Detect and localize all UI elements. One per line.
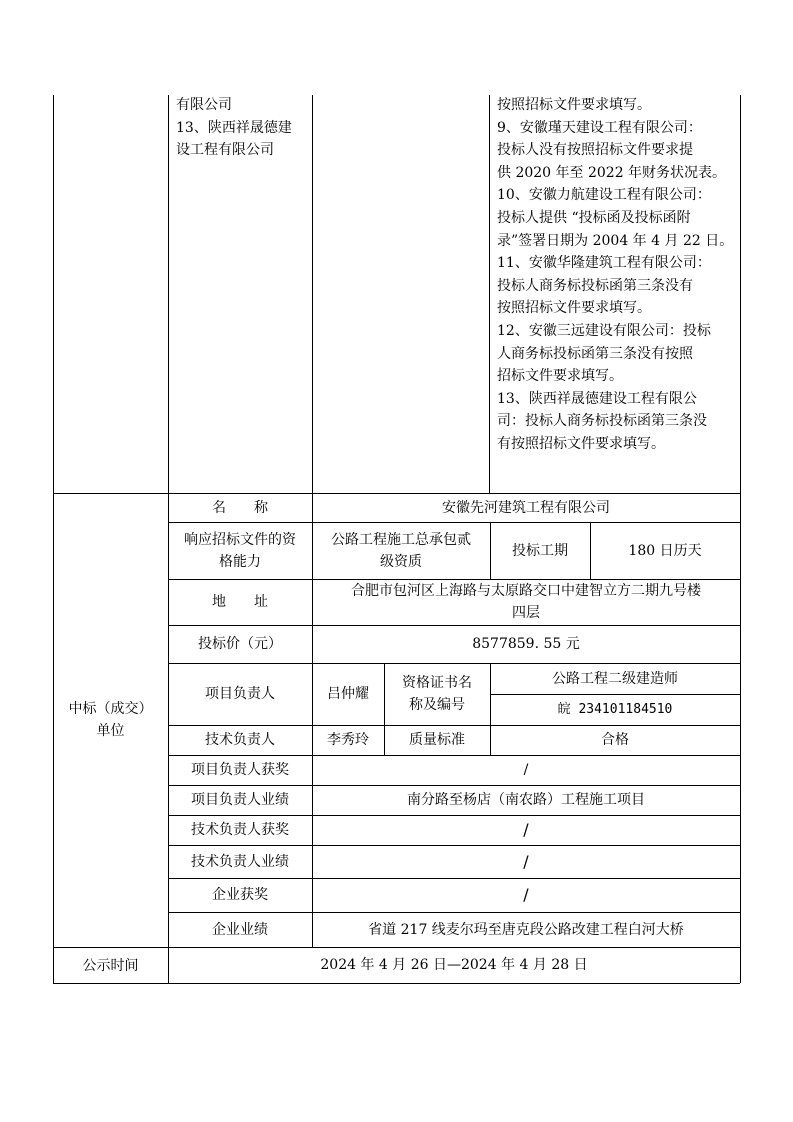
tech-awards-label: 技术负责人获奖 [191,822,289,838]
pm-performance-label: 项目负责人业绩 [191,792,289,808]
company-name: 安徽先河建筑工程有限公司 [442,499,610,516]
certificate-label: 资格证书名 称及编号 [402,675,472,713]
qualification-label: 响应招标文件的资 格能力 [184,531,296,570]
address-value: 合肥市包河区上海路与太原路交口中建智立方二期九号楼 四层 [351,583,701,621]
winner-section-label: 中标（成交） 单位 [68,701,153,739]
publicity-period: 2024 年 4 月 26 日—2024 年 4 月 28 日 [320,957,588,973]
table-border-bottom [53,983,740,984]
failed-bidders-list: 有限公司 13、陕西祥晟德建 设工程有限公司 [176,97,292,159]
quality-value: 合格 [601,732,629,748]
column-divider [312,95,313,493]
publicity-label: 公示时间 [82,958,139,974]
failure-reasons-list: 按照招标文件要求填写。 9、安徽瑾天建设工程有限公司： 投标人没有按照招标文件要求提 供 2020 年至 2022 年财务状况表。 10、安徽力航建设工程有限公司： 投标人提供 “投标函及投标函附 录”签署日期为 2004 年 4 月 22 日。 11、安徽华隆建筑工程有限公司： 投标人商务标投标函第三条没有 按照招标文件要求填写。 12、安徽三远建设有限公司：投标 人商务标投标函第三条没有按照 招标文件要求填写。 13、陕西祥晟德建设工程有限公 司：投标人商务标投标函第三条没 有按照招标文件要求填写。 [497,97,734,452]
bid-period-value: 180 日历天 [628,542,702,559]
enterprise-performance-label: 企业业绩 [212,921,268,938]
bid-price-value: 8577859. 55 元 [472,636,580,652]
column-divider [489,95,490,493]
qualification-value: 公路工程施工总承包贰 级资质 [331,531,471,570]
project-manager-name: 吕仲耀 [327,686,369,702]
enterprise-performance-value: 省道 217 线麦尔玛至唐克段公路改建工程白河大桥 [368,921,684,938]
table-border-right [740,95,741,983]
pm-awards-label: 项目负责人获奖 [191,762,289,778]
tech-lead-label: 技术负责人 [205,732,275,748]
bid-period-label: 投标工期 [512,542,568,559]
quality-label: 质量标准 [409,732,465,748]
bid-price-label: 投标价（元） [198,636,282,652]
pm-awards-value: / [523,762,529,778]
pm-performance-value: 南分路至杨店（南农路）工程施工项目 [407,792,645,808]
name-label: 名 称 [212,499,268,516]
enterprise-awards-label: 企业获奖 [212,887,268,903]
tech-performance-label: 技术负责人业绩 [191,853,289,870]
certificate-number: 皖 234101184510 [557,701,673,717]
tech-lead-name: 李秀玲 [327,732,369,748]
certificate-name: 公路工程二级建造师 [552,670,678,687]
enterprise-awards-value: / [523,885,529,904]
project-manager-label: 项目负责人 [205,686,275,702]
tech-performance-value: / [523,851,529,871]
tech-awards-value: / [523,820,529,839]
address-label: 地 址 [212,594,268,610]
